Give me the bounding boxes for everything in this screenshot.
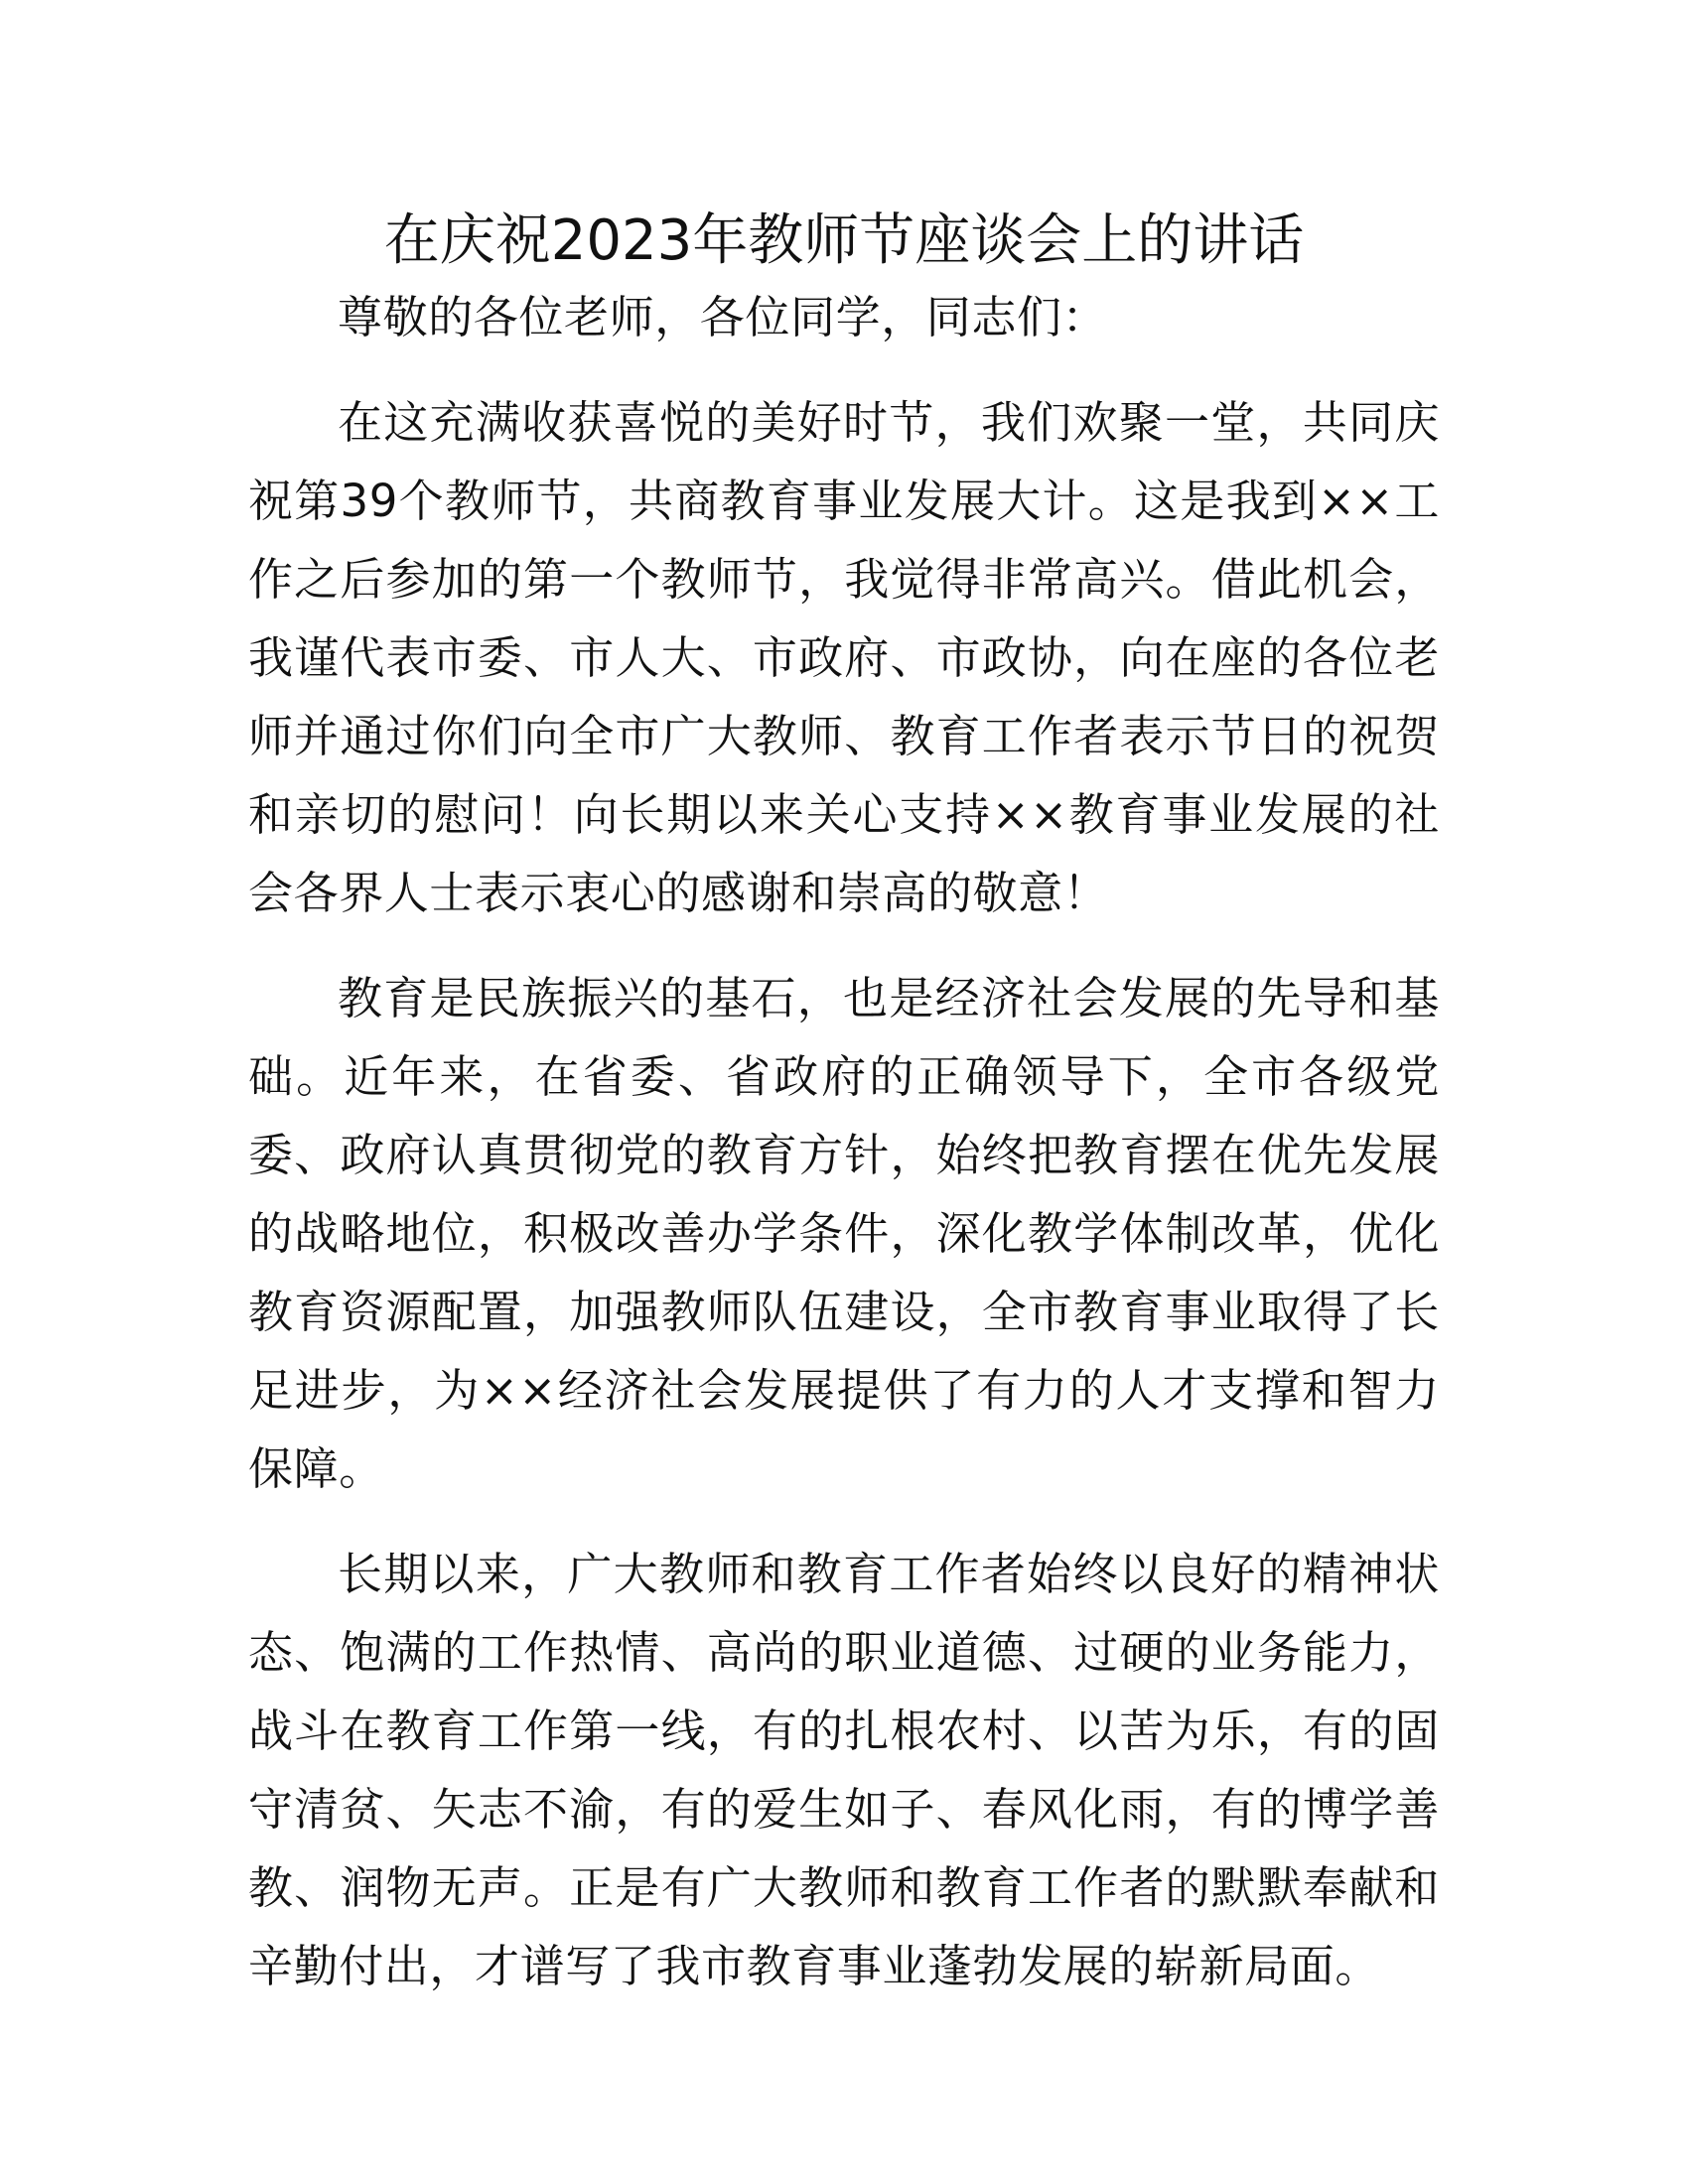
salutation: 尊敬的各位老师，各位同学，同志们： — [338, 291, 1108, 343]
document-body — [248, 278, 1440, 2032]
paragraph-3: 长期以来，广大教师和教育工作者始终以良好的精神状态、饱满的工作热情、高尚的职业道德、过硬的业务能力，战斗在教育工作第一线，有的扎根农村、以苦为乐，有的固守清贫、矢志不渝，有的爱生如子、春风化雨，有的博学善教、润物无声。正是有广大教师和教育工作者的默默奉献和辛勤付出，才谱写了我市教育事业蓬勃发展的崭新局面。 — [248, 1548, 1440, 1992]
document-title: 在庆祝2023年教师节座谈会上的讲话 — [383, 208, 1305, 273]
paragraph-1: 在这充满收获喜悦的美好时节，我们欢聚一堂，共同庆祝第39个教师节，共商教育事业发展大计。这是我到××工作之后参加的第一个教师节，我觉得非常高兴。借此机会，我谨代表市委、市人大、市政府、市政协，向在座的各位老师并通过你们向全市广大教师、教育工作者表示节日的祝贺和亲切的慰问！向长期以来关心支持××教育事业发展的社会各界人士表示衷心的感谢和崇高的敬意！ — [248, 396, 1440, 919]
paragraph-2: 教育是民族振兴的基石，也是经济社会发展的先导和基础。近年来，在省委、省政府的正确领导下，全市各级党委、政府认真贯彻党的教育方针，始终把教育摆在优先发展的战略地位，积极改善办学条件，深化教学体制改革，优化教育资源配置，加强教师队伍建设，全市教育事业取得了长足进步，为××经济社会发展提供了有力的人才支撑和智力保障。 — [248, 972, 1440, 1495]
